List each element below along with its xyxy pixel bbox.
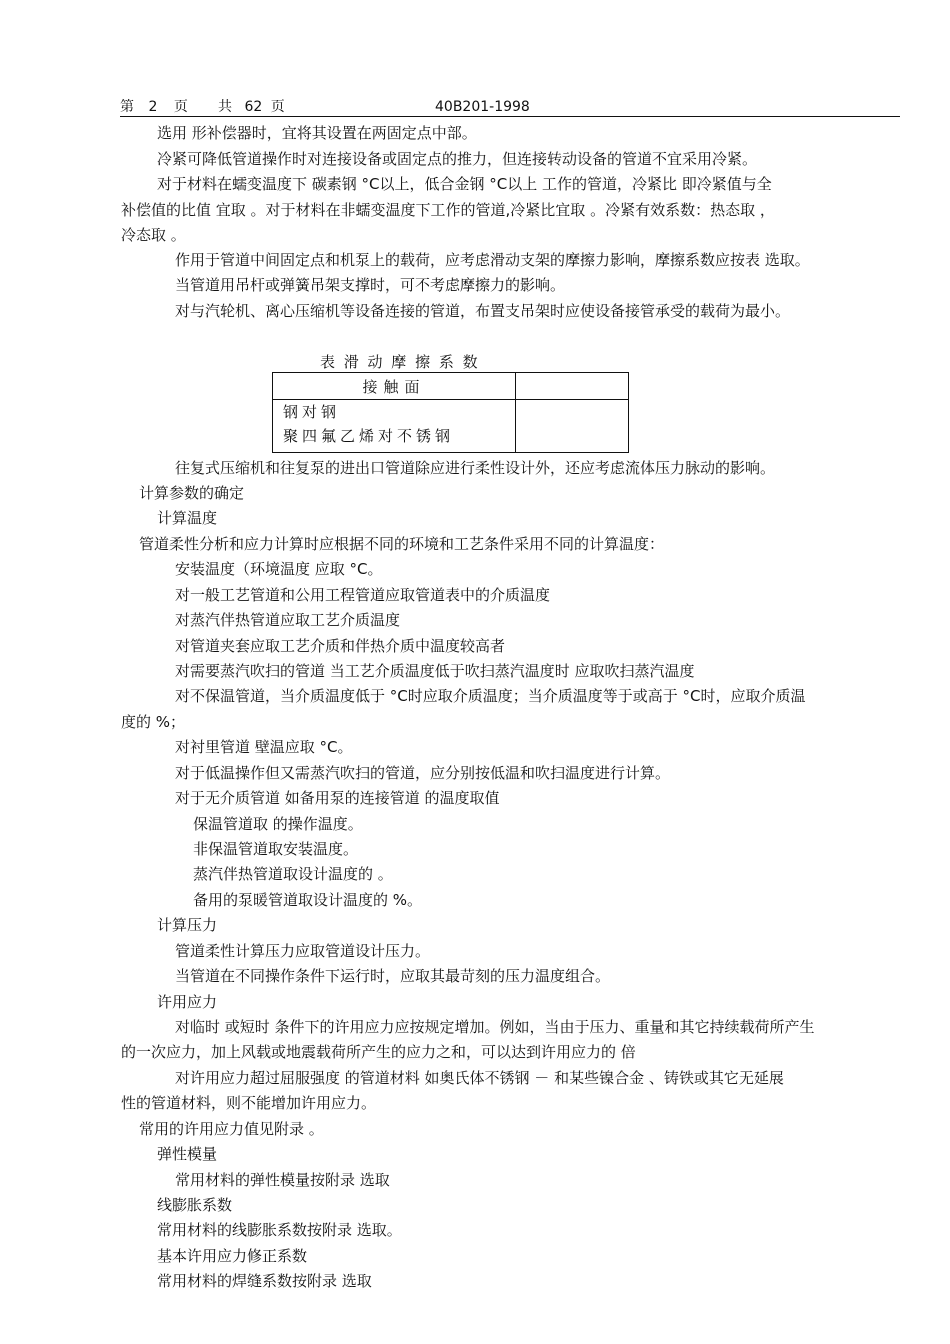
list-item: 对蒸汽伴热管道应取工艺介质温度: [175, 611, 401, 629]
total-prefix: 共: [218, 99, 232, 115]
table-caption: 表 滑 动 摩 擦 系 数: [320, 353, 480, 371]
sub-list-item: 非保温管道取安装温度。: [193, 840, 359, 858]
para-line: 对许用应力超过屈服强度 的管道材料 如奥氏体不锈钢 － 和某些镍合金 、铸铁或其它无延展: [175, 1069, 784, 1087]
page-no: 2: [148, 99, 158, 115]
table-cell-surface: [273, 400, 516, 453]
doc-code: 40B201-1998: [435, 99, 530, 115]
para-line: 选用 形补偿器时，宜将其设置在两固定点中部。: [157, 124, 477, 142]
sub-list-item: 保温管道取 的操作温度。: [193, 815, 363, 833]
subsection-heading: 弹性模量: [157, 1145, 218, 1163]
para-line: 冷态取 。: [121, 226, 186, 244]
list-item: 对衬里管道 壁温应取 °C。: [175, 738, 353, 756]
header-rule: [120, 116, 900, 117]
para-line: 作用于管道中间固定点和机泵上的载荷，应考虑滑动支架的摩擦力影响，摩擦系数应按表 选取。: [175, 251, 810, 269]
table-header-value: [516, 373, 629, 400]
table-row-steel: 钢对钢: [283, 403, 341, 421]
para-line: 对与汽轮机、离心压缩机等设备连接的管道，布置支吊架时应使设备接管承受的载荷为最小。: [175, 302, 791, 320]
para-line: 的一次应力，加上风载或地震载荷所产生的应力之和，可以达到许用应力的 倍: [121, 1043, 636, 1061]
subsection-heading: 许用应力: [157, 993, 218, 1011]
subsection-heading: 计算温度: [157, 509, 218, 527]
page-suffix: 页: [173, 99, 188, 115]
list-item: 对于无介质管道 如备用泵的连接管道 的温度取值: [175, 789, 500, 807]
table-row: [273, 400, 629, 453]
list-item: 对需要蒸汽吹扫的管道 当工艺介质温度低于吹扫蒸汽温度时 应取吹扫蒸汽温度: [175, 662, 695, 680]
para-line: 管道柔性计算压力应取管道设计压力。: [175, 942, 431, 960]
list-item: 对不保温管道，当介质温度低于 °C时应取介质温度；当介质温度等于或高于 °C时，应取介质温: [175, 687, 806, 705]
friction-table: [272, 372, 629, 453]
list-item: 对管道夹套应取工艺介质和伴热介质中温度较高者: [175, 637, 506, 655]
list-item: 安装温度（环境温度 应取 °C。: [175, 560, 383, 578]
para-line: 常用材料的焊缝系数按附录 选取: [157, 1272, 372, 1290]
para-line: 冷紧可降低管道操作时对连接设备或固定点的推力，但连接转动设备的管道不宜采用冷紧。: [157, 150, 758, 168]
table-cell-value: [516, 400, 629, 453]
section-heading: 计算参数的确定: [139, 484, 245, 502]
para-line: 常用材料的弹性模量按附录 选取: [175, 1171, 390, 1189]
total-suffix: 页: [270, 99, 285, 115]
para-line: 当管道用吊杆或弹簧吊架支撑时，可不考虑摩擦力的影响。: [175, 276, 566, 294]
page-prefix: 第: [120, 99, 134, 115]
para-line: 往复式压缩机和往复泵的进出口管道除应进行柔性设计外，还应考虑流体压力脉动的影响。: [175, 459, 776, 477]
subsection-heading: 线膨胀系数: [157, 1196, 233, 1214]
sub-list-item: 蒸汽伴热管道取设计温度的 。: [193, 865, 393, 883]
para-line: 管道柔性分析和应力计算时应根据不同的环境和工艺条件采用不同的计算温度：: [139, 535, 665, 553]
page-number: [120, 99, 188, 115]
list-item: 对一般工艺管道和公用工程管道应取管道表中的介质温度: [175, 586, 551, 604]
para-line: 性的管道材料，则不能增加许用应力。: [121, 1094, 377, 1112]
list-item: 对于低温操作但又需蒸汽吹扫的管道，应分别按低温和吹扫温度进行计算。: [175, 764, 671, 782]
table-header-contact-surface: 接触面: [273, 373, 516, 400]
para-line: 对于材料在蠕变温度下 碳素钢 °C以上，低合金钢 °C以上 工作的管道，冷紧比 即冷紧值与全: [157, 175, 772, 193]
para-line: 常用材料的线膨胀系数按附录 选取。: [157, 1221, 402, 1239]
total-pages: [218, 99, 285, 115]
para-line: 当管道在不同操作条件下运行时，应取其最苛刻的压力温度组合。: [175, 967, 611, 985]
list-item-continued: 度的 %；: [121, 713, 186, 731]
para-line: 补偿值的比值 宜取 。对于材料在非蠕变温度下工作的管道,冷紧比宜取 。冷紧有效系数：热态取 ，: [121, 201, 775, 219]
total-no: 62: [244, 99, 263, 115]
table-row-ptfe: 聚四氟乙烯对不锈钢: [283, 427, 455, 445]
sub-list-item: 备用的泵暖管道取设计温度的 %。: [193, 891, 423, 909]
para-line: 对临时 或短时 条件下的许用应力应按规定增加。例如，当由于压力、重量和其它持续载荷所产生: [175, 1018, 815, 1036]
subsection-heading: 基本许用应力修正系数: [157, 1247, 308, 1265]
subsection-heading: 计算压力: [157, 916, 218, 934]
para-line: 常用的许用应力值见附录 。: [139, 1120, 324, 1138]
table-header-row: [273, 373, 629, 400]
